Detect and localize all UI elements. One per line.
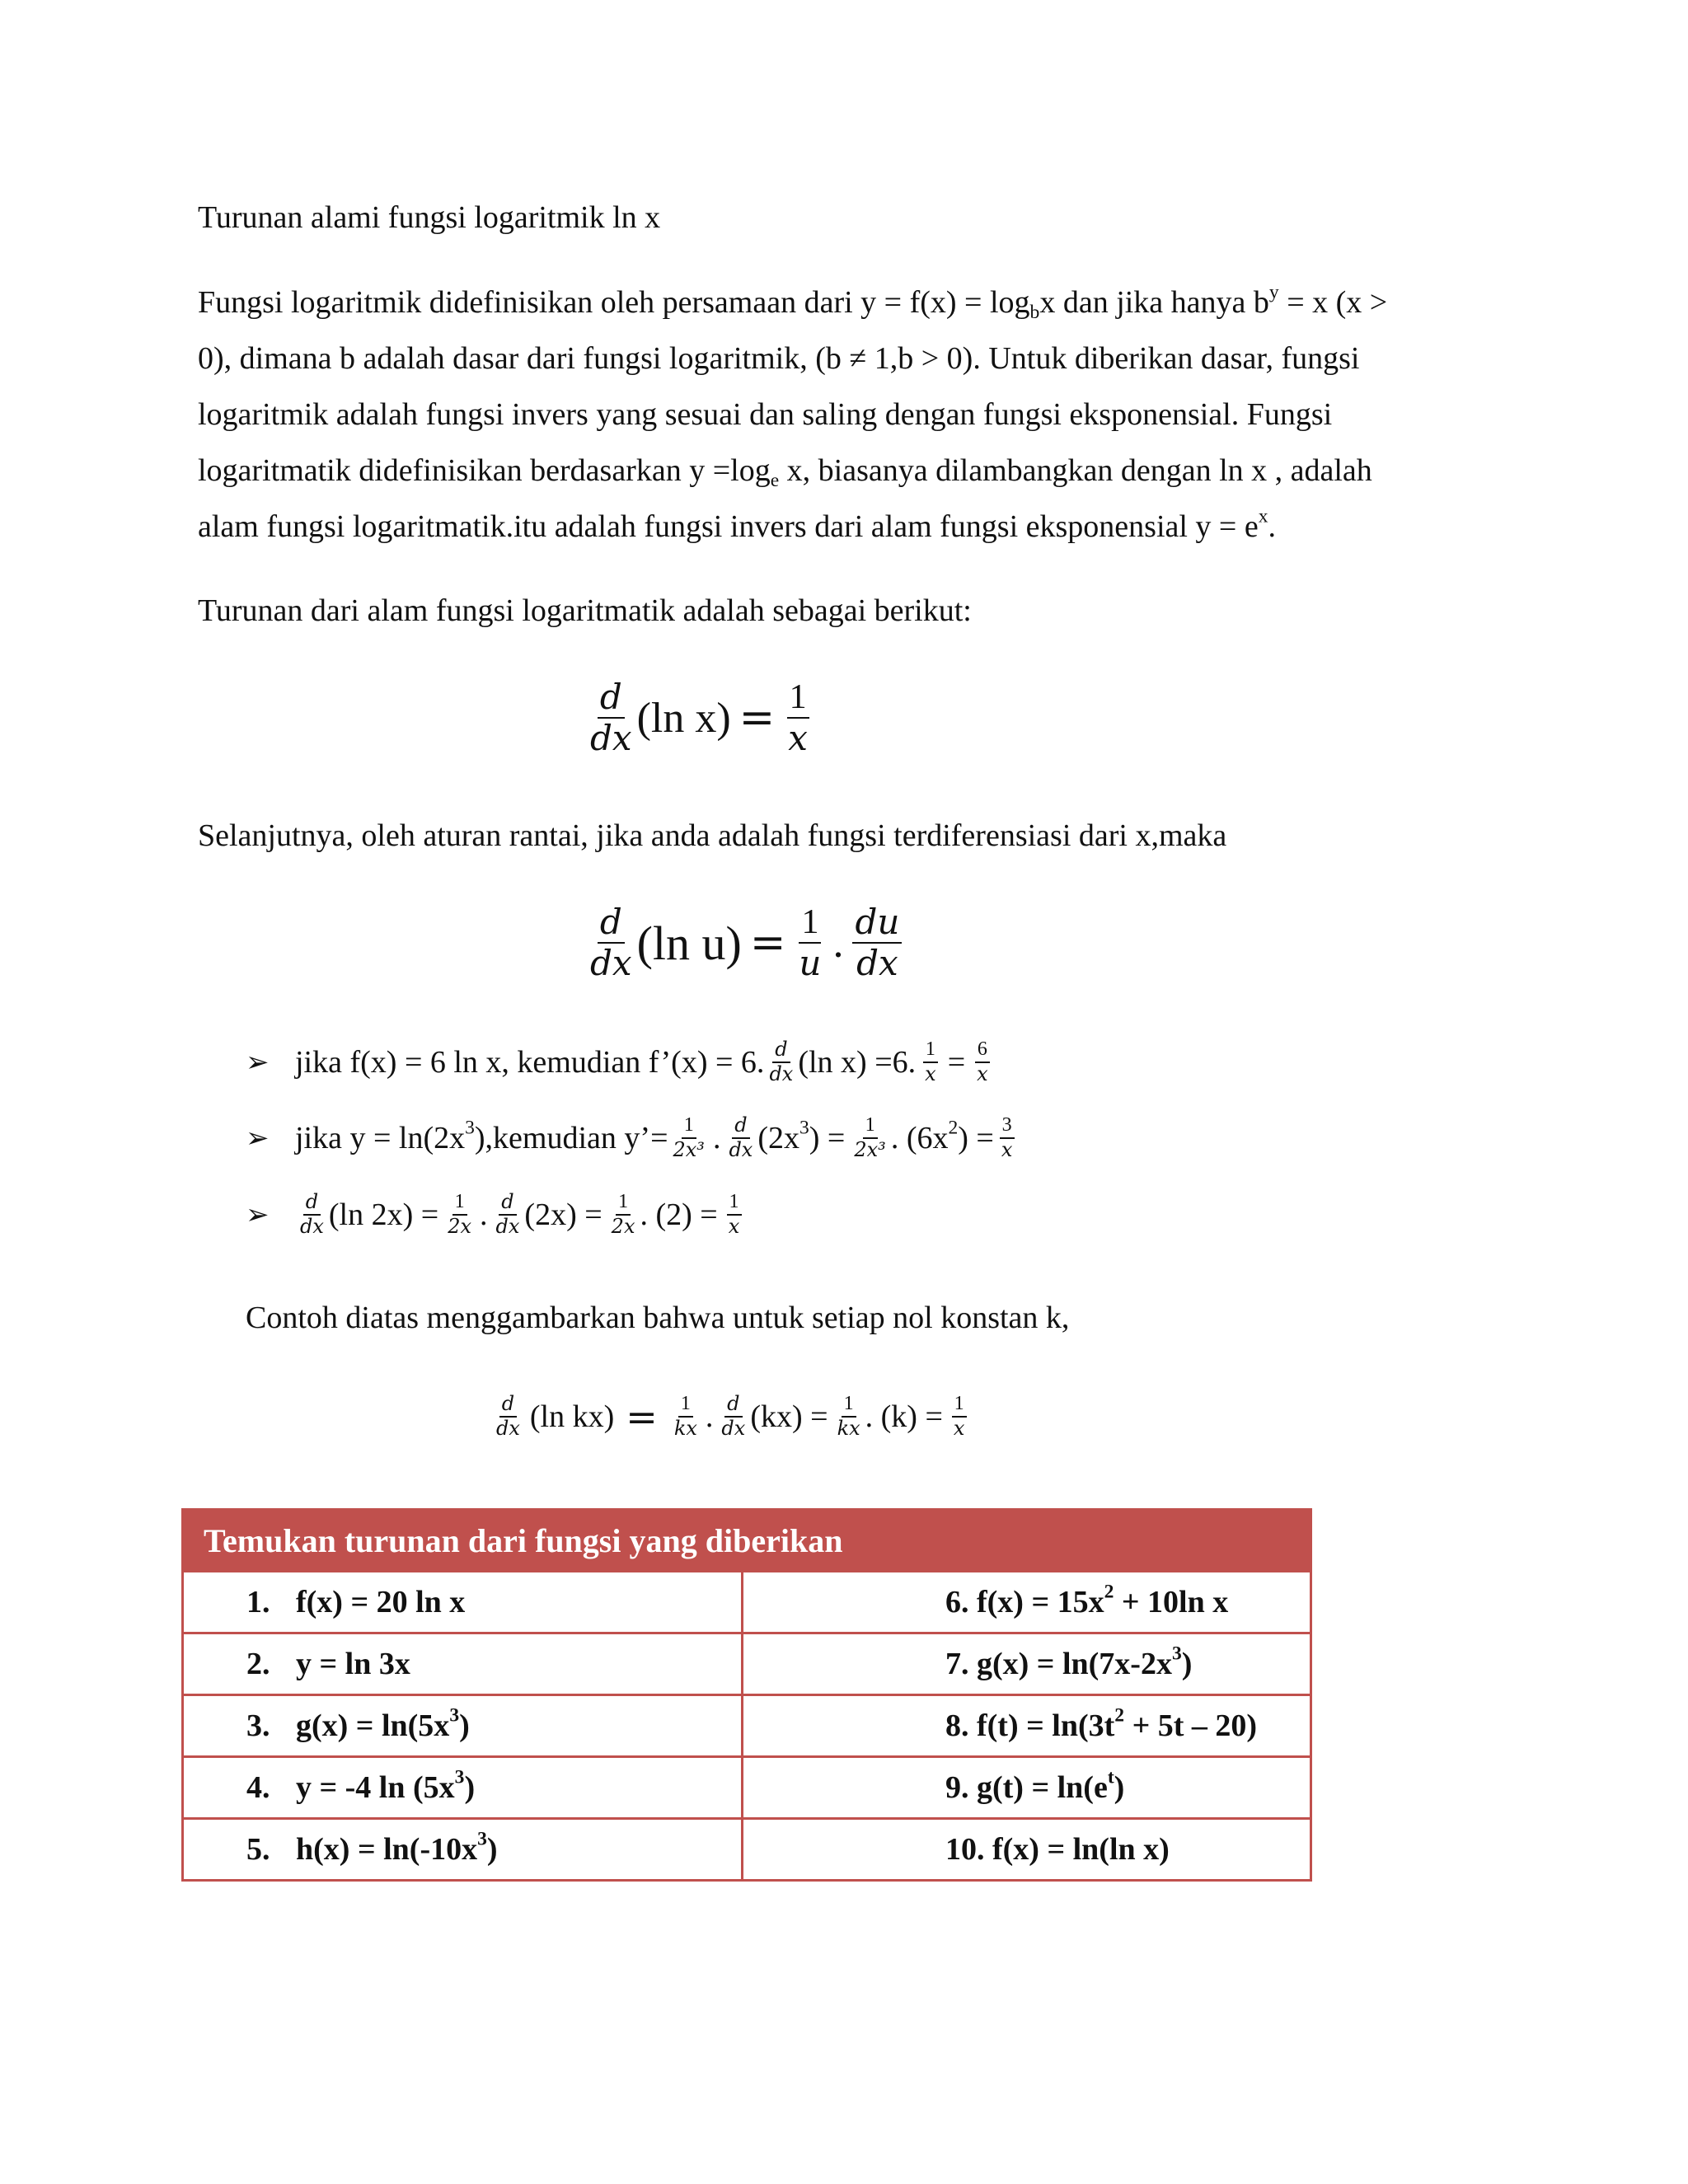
exercise-4: 4. y = -4 $\ln (5x^3)$ — [183, 1757, 743, 1819]
table-row — [183, 1695, 1311, 1757]
arrow-bullet-icon: ➢ — [246, 1121, 270, 1155]
paragraph4: Contoh diatas menggambarkan bahwa untuk setiap nol konstan k, — [246, 1301, 1070, 1335]
exercise-9: 9. $g(t) = \ln(e^t)$ — [743, 1757, 1311, 1819]
table-row — [183, 1633, 1311, 1695]
exercise-1: 1. f(x) = 20 ln x — [183, 1572, 743, 1633]
bullet-example-2: ➢ jika $y = \ln(2x^3),kemudian$ y’= $\frac{1}{\text{2x³}}$ . $\frac{d}{dx}$ $(2x^3)$ = $\frac{1}{\text{2x³}}$ . $(6x^2)$ = $\frac{3}{x}$ — [246, 1114, 1017, 1161]
paragraph3: Selanjutnya, oleh aturan rantai, jika anda adalah fungsi terdiferensiasi dari x,maka — [198, 818, 1227, 853]
table-header: Temukan turunan dari fungsi yang diberikan — [183, 1510, 1311, 1572]
exercise-3: 3. $g(x) = \ln(5x^3)$ — [183, 1695, 743, 1757]
paragraph1-line1: Fungsi logaritmik didefinisikan oleh persamaan dari $y = f(x) = \log_bx$ dan jika hanya $b^y = x$ (x > — [198, 281, 1388, 324]
paragraph2: Turunan dari alam fungsi logaritmatik adalah sebagai berikut: — [198, 593, 972, 628]
bullet-example-3: ➢ $\frac{d}{dx}$ (ln 2x) = $\frac{1}{2x}$ . $\frac{d}{dx}$ (2x) = $\frac{1}{2x}$ . (2) = $\frac{1}{x}$ — [246, 1191, 744, 1238]
table-header-row — [183, 1510, 1311, 1572]
fraction-d-dx: $\frac{d}{dx}$ — [590, 677, 632, 759]
fraction-1-u: $\frac{1}{u}$ — [799, 903, 822, 984]
exercise-10: 10. f(x) = ln(ln x) — [743, 1819, 1311, 1881]
arrow-bullet-icon: ➢ — [246, 1045, 270, 1079]
formula-ln-kx: $\frac{d}{dx}$ (ln kx) = $\frac{1}{kx}$ . $\frac{d}{dx}$ (kx) = $\frac{1}{kx}$ . (k) = $\frac{1}{x}$ — [491, 1393, 969, 1440]
exercise-7: 7. $g(x) = \ln(7x-2x^3)$ — [743, 1633, 1311, 1695]
title: Turunan alami fungsi logaritmik ln x — [198, 200, 661, 235]
arrow-bullet-icon: ➢ — [246, 1197, 270, 1231]
table-row — [183, 1572, 1311, 1633]
formula-chain-rule: $\frac{d}{dx}$ (ln u) = $\frac{1}{u}$ . $\frac{du}{dx}$ — [585, 902, 904, 984]
fraction-du-dx: $\frac{du}{dx}$ — [852, 902, 902, 984]
formula-derivative-ln-x: $\frac{d}{dx}$ (ln x) = $\frac{1}{x}$ — [585, 677, 813, 759]
exercise-8: 8. $f(t) = \ln(3t^2 + 5t - 20)$ — [743, 1695, 1311, 1757]
paragraph1-line2: 0), dimana b adalah dasar dari fungsi logaritmik, (b ≠ 1,b > 0). Untuk diberikan dasar, fungsi — [198, 341, 1360, 376]
exercise-6: 6. $f(x) = 15x^2 + 10\ln$ x — [743, 1572, 1311, 1633]
exercise-5: 5. $h(x) = \ln(-10x^3)$ — [183, 1819, 743, 1881]
table-row — [183, 1819, 1311, 1881]
bullet-example-1: ➢ jika f(x) = 6 ln x, kemudian f’(x) = 6. $\frac{d}{dx}$ (ln x) =6. $\frac{1}{x}$ = $\frac{6}{x}$ — [246, 1038, 993, 1085]
paragraph1-line5: alam fungsi logaritmatik.itu adalah fungsi invers dari alam fungsi eksponensial $y = e^x$. — [198, 505, 1277, 544]
paragraph1-line3: logaritmik adalah fungsi invers yang sesuai dan saling dengan fungsi eksponensial. Fungsi — [198, 397, 1333, 432]
paragraph1-line4: logaritmatik didefinisikan berdasarkan $y =\log_e$ x, biasanya dilambangkan dengan ln x , adalah — [198, 453, 1372, 492]
fraction-d-dx: $\frac{d}{dx}$ — [590, 902, 632, 984]
exercise-table — [181, 1508, 1312, 1882]
exercise-2: 2. y = ln 3x — [183, 1633, 743, 1695]
fraction-1-x: $\frac{1}{x}$ — [788, 678, 808, 759]
table-row — [183, 1757, 1311, 1819]
